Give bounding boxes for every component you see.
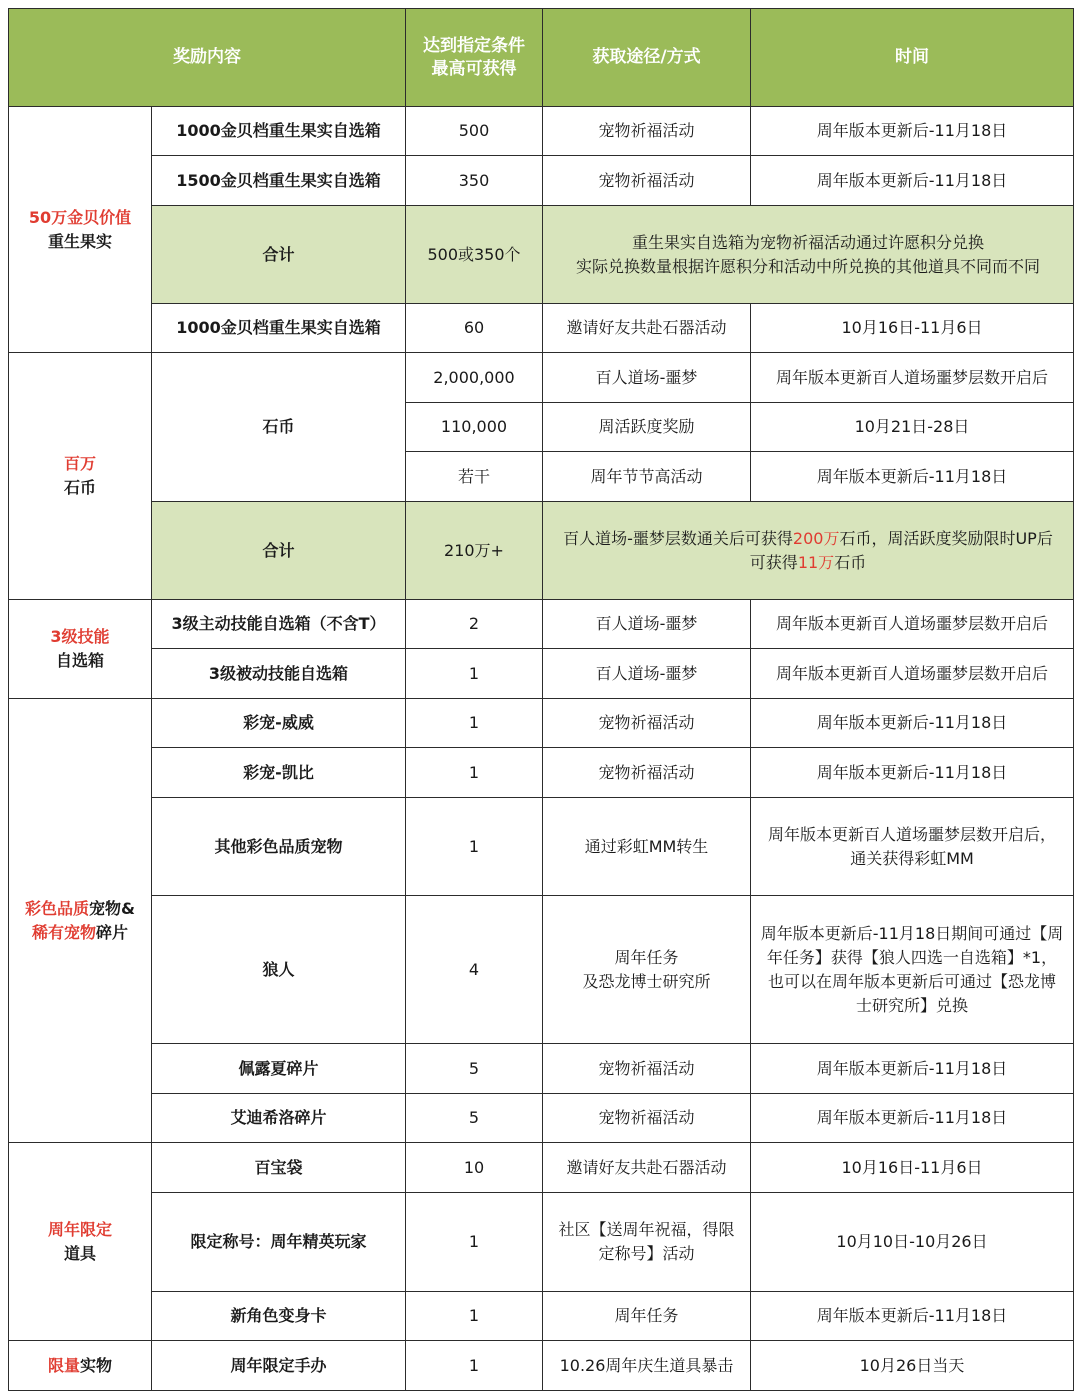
table-row bbox=[9, 1193, 1074, 1292]
item-source: 周年任务 及恐龙博士研究所 bbox=[543, 896, 751, 1044]
item-qty: 1 bbox=[406, 798, 543, 896]
table-row bbox=[9, 1292, 1074, 1341]
item-qty: 若干 bbox=[406, 452, 543, 502]
item-name: 石币 bbox=[152, 353, 406, 502]
item-qty: 4 bbox=[406, 896, 543, 1044]
header-time: 时间 bbox=[751, 9, 1074, 107]
item-name: 新角色变身卡 bbox=[152, 1292, 406, 1341]
item-name: 周年限定手办 bbox=[152, 1341, 406, 1391]
item-time: 周年版本更新后-11月18日 bbox=[751, 107, 1074, 156]
item-qty: 350 bbox=[406, 156, 543, 206]
item-source: 宠物祈福活动 bbox=[543, 699, 751, 748]
item-source: 邀请好友共赴石器活动 bbox=[543, 304, 751, 353]
category-anniversary-items: 周年限定 道具 bbox=[9, 1143, 152, 1341]
item-name: 3级主动技能自选箱（不含T） bbox=[152, 600, 406, 649]
table-row bbox=[9, 649, 1074, 699]
category-stone-coins: 百万 石币 bbox=[9, 353, 152, 600]
item-time: 10月16日-11月6日 bbox=[751, 304, 1074, 353]
item-qty: 60 bbox=[406, 304, 543, 353]
item-time: 10月26日当天 bbox=[751, 1341, 1074, 1391]
item-time: 周年版本更新百人道场噩梦层数开启后 bbox=[751, 353, 1074, 403]
item-time: 周年版本更新百人道场噩梦层数开启后 bbox=[751, 600, 1074, 649]
item-qty: 500 bbox=[406, 107, 543, 156]
item-qty: 5 bbox=[406, 1094, 543, 1143]
item-time: 周年版本更新后-11月18日 bbox=[751, 1292, 1074, 1341]
item-qty: 1 bbox=[406, 699, 543, 748]
item-source: 周活跃度奖励 bbox=[543, 403, 751, 452]
item-name: 1000金贝档重生果实自选箱 bbox=[152, 107, 406, 156]
item-source: 宠物祈福活动 bbox=[543, 156, 751, 206]
item-time: 周年版本更新后-11月18日 bbox=[751, 1094, 1074, 1143]
item-time: 周年版本更新后-11月18日 bbox=[751, 452, 1074, 502]
category-rare-pets: 彩色品质宠物& 稀有宠物碎片 bbox=[9, 699, 152, 1143]
item-source: 通过彩虹MM转生 bbox=[543, 798, 751, 896]
item-time: 10月10日-10月26日 bbox=[751, 1193, 1074, 1292]
item-source: 社区【送周年祝福，得限 定称号】活动 bbox=[543, 1193, 751, 1292]
item-name: 佩露夏碎片 bbox=[152, 1044, 406, 1094]
item-name: 其他彩色品质宠物 bbox=[152, 798, 406, 896]
item-time: 周年版本更新后-11月18日 bbox=[751, 748, 1074, 798]
item-name: 1000金贝档重生果实自选箱 bbox=[152, 304, 406, 353]
item-source: 宠物祈福活动 bbox=[543, 1044, 751, 1094]
item-time: 周年版本更新百人道场噩梦层数开启后， 通关获得彩虹MM bbox=[751, 798, 1074, 896]
item-source: 周年节节高活动 bbox=[543, 452, 751, 502]
item-qty: 2 bbox=[406, 600, 543, 649]
table-row bbox=[9, 1341, 1074, 1391]
item-source: 百人道场-噩梦 bbox=[543, 649, 751, 699]
subtotal-label: 合计 bbox=[152, 502, 406, 600]
table-row bbox=[9, 748, 1074, 798]
item-time: 周年版本更新后-11月18日期间可通过【周 年任务】获得【狼人四选一自选箱】*1， 也可以在周年版本更新后可通过【恐龙博 士研究所】兑换 bbox=[751, 896, 1074, 1044]
item-name: 1500金贝档重生果实自选箱 bbox=[152, 156, 406, 206]
item-qty: 1 bbox=[406, 1193, 543, 1292]
item-qty: 1 bbox=[406, 1341, 543, 1391]
item-time: 周年版本更新后-11月18日 bbox=[751, 699, 1074, 748]
item-name: 艾迪希洛碎片 bbox=[152, 1094, 406, 1143]
item-qty: 1 bbox=[406, 649, 543, 699]
table-row bbox=[9, 896, 1074, 1044]
item-name: 百宝袋 bbox=[152, 1143, 406, 1193]
category-physical-items: 限量实物 bbox=[9, 1341, 152, 1391]
item-source: 10.26周年庆生道具暴击 bbox=[543, 1341, 751, 1391]
table-row bbox=[9, 156, 1074, 206]
item-source: 百人道场-噩梦 bbox=[543, 600, 751, 649]
item-name: 彩宠-威威 bbox=[152, 699, 406, 748]
item-qty: 10 bbox=[406, 1143, 543, 1193]
table-row bbox=[9, 304, 1074, 353]
header-source: 获取途径/方式 bbox=[543, 9, 751, 107]
category-rebirth-fruit: 50万金贝价值 重生果实 bbox=[9, 107, 152, 353]
item-source: 邀请好友共赴石器活动 bbox=[543, 1143, 751, 1193]
item-source: 宠物祈福活动 bbox=[543, 1094, 751, 1143]
table-row bbox=[9, 107, 1074, 156]
subtotal-row bbox=[9, 206, 1074, 304]
item-qty: 1 bbox=[406, 748, 543, 798]
item-source: 百人道场-噩梦 bbox=[543, 353, 751, 403]
item-qty: 1 bbox=[406, 1292, 543, 1341]
table-row bbox=[9, 1094, 1074, 1143]
table-row bbox=[9, 1143, 1074, 1193]
table-row bbox=[9, 1044, 1074, 1094]
table-header-row bbox=[9, 9, 1074, 107]
item-name: 3级被动技能自选箱 bbox=[152, 649, 406, 699]
table-row bbox=[9, 600, 1074, 649]
item-source: 宠物祈福活动 bbox=[543, 107, 751, 156]
item-qty: 2,000,000 bbox=[406, 353, 543, 403]
rewards-table bbox=[8, 8, 1074, 1391]
item-name: 彩宠-凯比 bbox=[152, 748, 406, 798]
item-qty: 110,000 bbox=[406, 403, 543, 452]
item-source: 宠物祈福活动 bbox=[543, 748, 751, 798]
table-row bbox=[9, 353, 1074, 403]
subtotal-note: 百人道场-噩梦层数通关后可获得200万石币，周活跃度奖励限时UP后 可获得11万石币 bbox=[543, 502, 1074, 600]
header-reward-content: 奖励内容 bbox=[9, 9, 406, 107]
item-time: 周年版本更新后-11月18日 bbox=[751, 1044, 1074, 1094]
header-max-obtainable: 达到指定条件 最高可获得 bbox=[406, 9, 543, 107]
item-qty: 5 bbox=[406, 1044, 543, 1094]
subtotal-qty: 210万+ bbox=[406, 502, 543, 600]
table-row bbox=[9, 798, 1074, 896]
subtotal-note: 重生果实自选箱为宠物祈福活动通过许愿积分兑换 实际兑换数量根据许愿积分和活动中所兑换的其他道具不同而不同 bbox=[543, 206, 1074, 304]
category-skill-box: 3级技能 自选箱 bbox=[9, 600, 152, 699]
item-time: 周年版本更新百人道场噩梦层数开启后 bbox=[751, 649, 1074, 699]
item-source: 周年任务 bbox=[543, 1292, 751, 1341]
table-row bbox=[9, 699, 1074, 748]
item-time: 周年版本更新后-11月18日 bbox=[751, 156, 1074, 206]
item-time: 10月16日-11月6日 bbox=[751, 1143, 1074, 1193]
item-name: 限定称号：周年精英玩家 bbox=[152, 1193, 406, 1292]
subtotal-label: 合计 bbox=[152, 206, 406, 304]
item-name: 狼人 bbox=[152, 896, 406, 1044]
subtotal-row bbox=[9, 502, 1074, 600]
item-time: 10月21日-28日 bbox=[751, 403, 1074, 452]
subtotal-qty: 500或350个 bbox=[406, 206, 543, 304]
